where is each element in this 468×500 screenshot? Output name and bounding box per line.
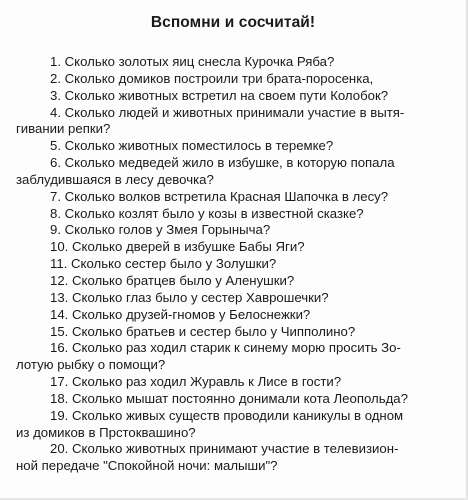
question-item xyxy=(16,273,458,290)
question-item xyxy=(16,222,458,239)
question-text: 14. Сколько друзей-гномов у Белоснежки? xyxy=(50,306,311,322)
question-text: 2. Сколько домиков построили три брата-поросенка, xyxy=(50,70,374,86)
question-text: 5. Сколько животных поместилось в теремке? xyxy=(50,138,334,154)
question-item xyxy=(16,54,458,71)
question-item xyxy=(16,441,458,475)
question-text-continued: из домиков в Прстоквашино? xyxy=(16,424,196,440)
question-item xyxy=(16,105,458,139)
question-item xyxy=(16,324,458,341)
question-text: 3. Сколько животных встретил на своем пути Колобок? xyxy=(50,87,389,103)
page-title: Вспомни и сосчитай! xyxy=(150,14,316,31)
question-text: 19. Сколько живых существ проводили каникулы в одном xyxy=(50,407,404,423)
question-item xyxy=(16,374,458,391)
question-text-continued: лотую рыбку о помощи? xyxy=(16,357,166,373)
question-text: 7. Сколько волков встретила Красная Шапочка в лесу? xyxy=(50,188,389,204)
question-item xyxy=(16,340,458,374)
question-item xyxy=(16,138,458,155)
question-text: 13. Сколько глаз было у сестер Хаврошечки? xyxy=(50,289,329,305)
question-item xyxy=(16,408,458,442)
question-text: 1. Сколько золотых яиц снесла Курочка Ряба? xyxy=(50,54,335,69)
question-item xyxy=(16,71,458,88)
question-item xyxy=(16,189,458,206)
question-item xyxy=(16,256,458,273)
question-text-continued: гивании репки? xyxy=(16,121,111,137)
question-text-continued: заблудившаяся в лесу девочка? xyxy=(16,171,214,187)
question-item xyxy=(16,290,458,307)
question-text: 16. Сколько раз ходил старик к синему морю просить Зо- xyxy=(50,340,401,356)
question-text-continued: ной передаче "Спокойной ночи: малыши"? xyxy=(16,458,278,474)
question-text: 6. Сколько медведей жило в избушке, в которую попала xyxy=(50,155,395,171)
question-text: 12. Сколько братцев было у Аленушки? xyxy=(50,272,295,288)
question-text: 9. Сколько голов у Змея Горыныча? xyxy=(50,222,271,238)
question-item xyxy=(16,155,458,189)
question-text: 20. Сколько животных принимают участие в телевизион- xyxy=(50,441,399,457)
question-item xyxy=(16,239,458,256)
question-text: 17. Сколько раз ходил Журавль к Лисе в гости? xyxy=(50,374,342,390)
question-item xyxy=(16,391,458,408)
question-text: 11. Сколько сестер было у Золушки? xyxy=(50,256,277,272)
question-item xyxy=(16,88,458,105)
question-text: 8. Сколько козлят было у козы в известной сказке? xyxy=(50,205,364,221)
question-text: 15. Сколько братьев и сестер было у Чипполино? xyxy=(50,323,356,339)
question-text: 18. Сколько мышат постоянно донимали кота Леопольда? xyxy=(50,390,408,406)
question-list xyxy=(16,54,458,475)
question-item xyxy=(16,206,458,223)
question-text: 10. Сколько дверей в избушке Бабы Яги? xyxy=(50,239,305,255)
question-item xyxy=(16,307,458,324)
question-text: 4. Сколько людей и животных принимали участие в вытя- xyxy=(50,104,405,120)
